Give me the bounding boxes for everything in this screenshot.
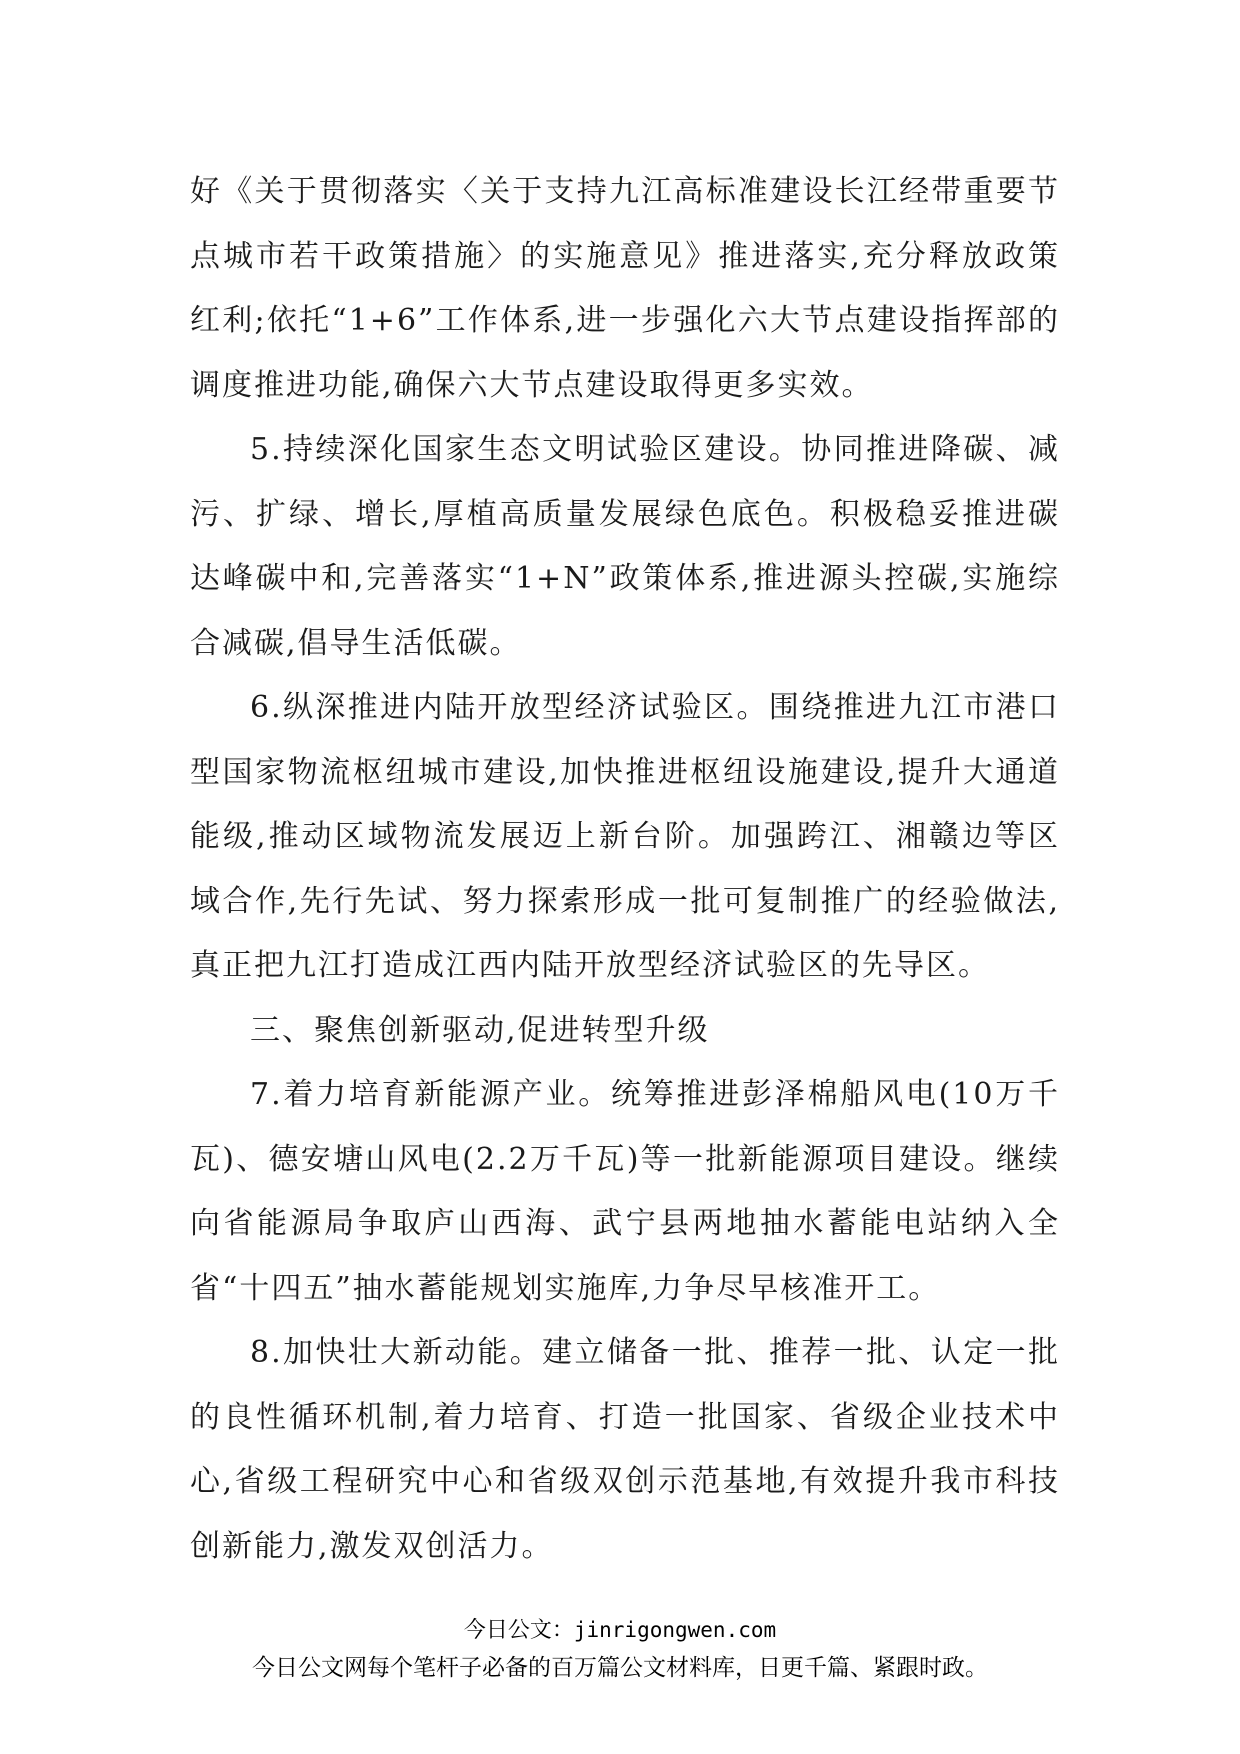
footer-tagline: 今日公文网每个笔杆子必备的百万篇公文材料库，日更千篇、紧跟时政。 bbox=[252, 1655, 988, 1681]
paragraph-item-6: 6.纵深推进内陆开放型经济试验区。围绕推进九江市港口型国家物流枢纽城市建设,加快推进枢纽设施建设,提升大通道能级,推动区域物流发展迈上新台阶。加强跨江、湘赣边等区域合作,先行先试、努力探索形成一批可复制推广的经验做法,真正把九江打造成江西内陆开放型经济试验区的先导区。 bbox=[190, 690, 1060, 983]
paragraph-item-7: 7.着力培育新能源产业。统筹推进彭泽棉船风电(10万千瓦)、德安塘山风电(2.2万千瓦)等一批新能源项目建设。继续向省能源局争取庐山西海、武宁县两地抽水蓄能电站纳入全省“十四五”抽水蓄能规划实施库,力争尽早核准开工。 bbox=[190, 1077, 1060, 1306]
section-heading-3: 三、聚焦创新驱动,促进转型升级 bbox=[250, 1012, 710, 1048]
document-body bbox=[190, 160, 1060, 1579]
footer-site-label: 今日公文： bbox=[463, 1618, 574, 1643]
footer-site-line bbox=[0, 1615, 1240, 1646]
paragraph-item-5: 5.持续深化国家生态文明试验区建设。协同推进降碳、减污、扩绿、增长,厚植高质量发展绿色底色。积极稳妥推进碳达峰碳中和,完善落实“1+N”政策体系,推进源头控碳,实施综合减碳,倡导生活低碳。 bbox=[190, 432, 1060, 661]
footer-site-url[interactable]: jinrigongwen.com bbox=[573, 1618, 777, 1642]
paragraph-item-8: 8.加快壮大新动能。建立储备一批、推荐一批、认定一批的良性循环机制,着力培育、打造一批国家、省级企业技术中心,省级工程研究中心和省级双创示范基地,有效提升我市科技创新能力,激发双创活力。 bbox=[190, 1335, 1060, 1564]
paragraph-continuation: 好《关于贯彻落实〈关于支持九江高标准建设长江经带重要节点城市若干政策措施〉的实施意见》推进落实,充分释放政策红利;依托“1+6”工作体系,进一步强化六大节点建设指挥部的调度推进功能,确保六大节点建设取得更多实效。 bbox=[190, 174, 1060, 403]
